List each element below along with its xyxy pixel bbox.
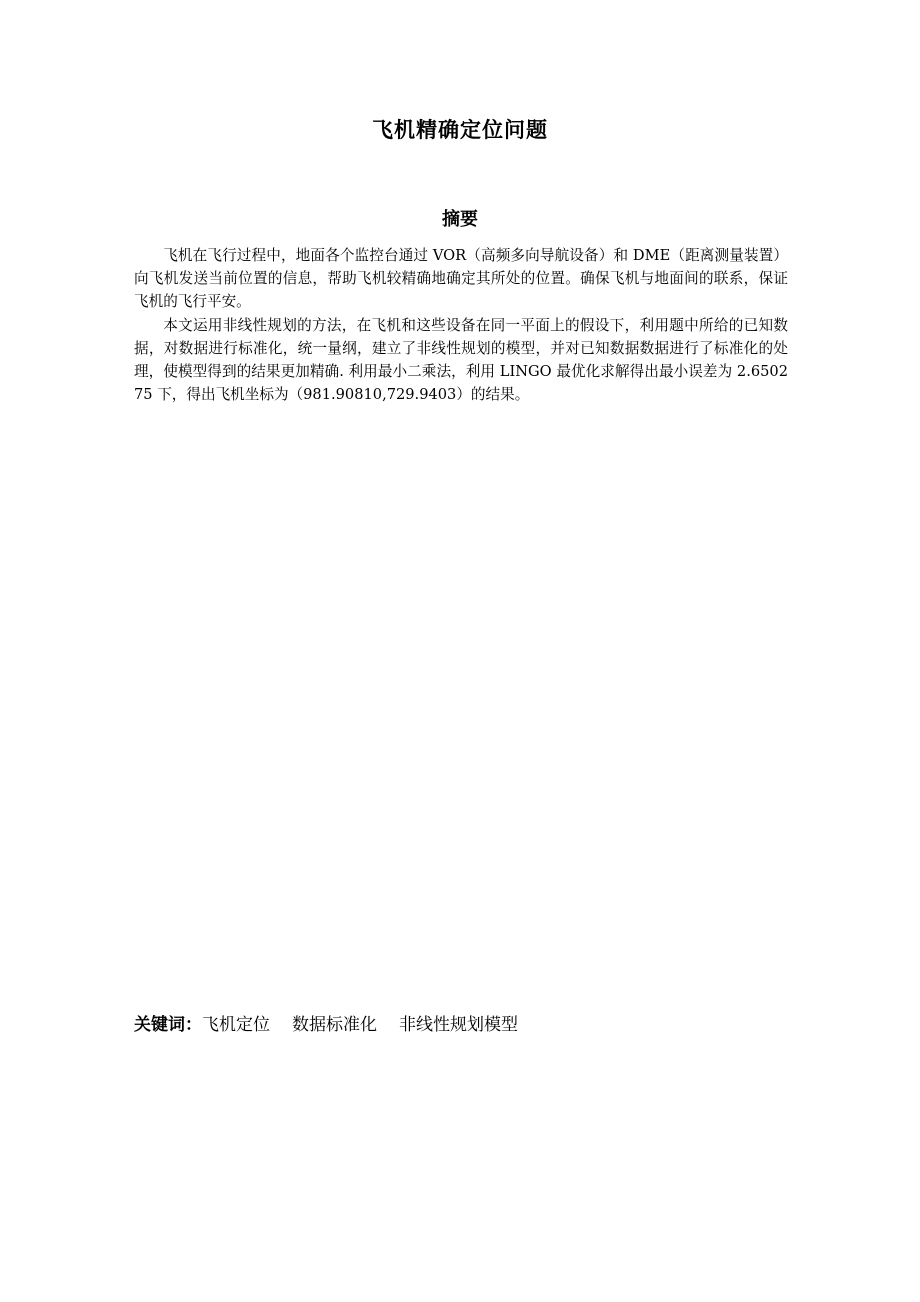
keyword-item: 飞机定位	[202, 1015, 270, 1035]
keywords-label: 关键词：	[134, 1015, 202, 1035]
abstract-heading: 摘要	[442, 209, 478, 230]
keyword-item: 非线性规划模型	[399, 1015, 518, 1035]
abstract-paragraph-1: 飞机在飞行过程中，地面各个监控台通过 VOR（高频多向导航设备）和 DME（距离测量装置）向飞机发送当前位置的信息，帮助飞机较精确地确定其所处的位置。确保飞机与地面间的联系，保证飞机的飞行平安。	[134, 247, 788, 311]
abstract-paragraph-2: 本文运用非线性规划的方法，在飞机和这些设备在同一平面上的假设下，利用题中所给的已知数据，对数据进行标准化，统一量纲，建立了非线性规划的模型，并对已知数据数据进行了标准化的处理，使模型得到的结果更加精确. 利用最小二乘法，利用 LINGO 最优化求解得出最小误差为 2.650275 下，得出飞机坐标为（981.90810,729.9403）的结果。	[134, 316, 788, 404]
abstract-body	[134, 244, 788, 406]
keyword-item: 数据标准化	[292, 1015, 377, 1035]
keywords-line	[134, 1012, 540, 1038]
document-title: 飞机精确定位问题	[372, 118, 548, 142]
